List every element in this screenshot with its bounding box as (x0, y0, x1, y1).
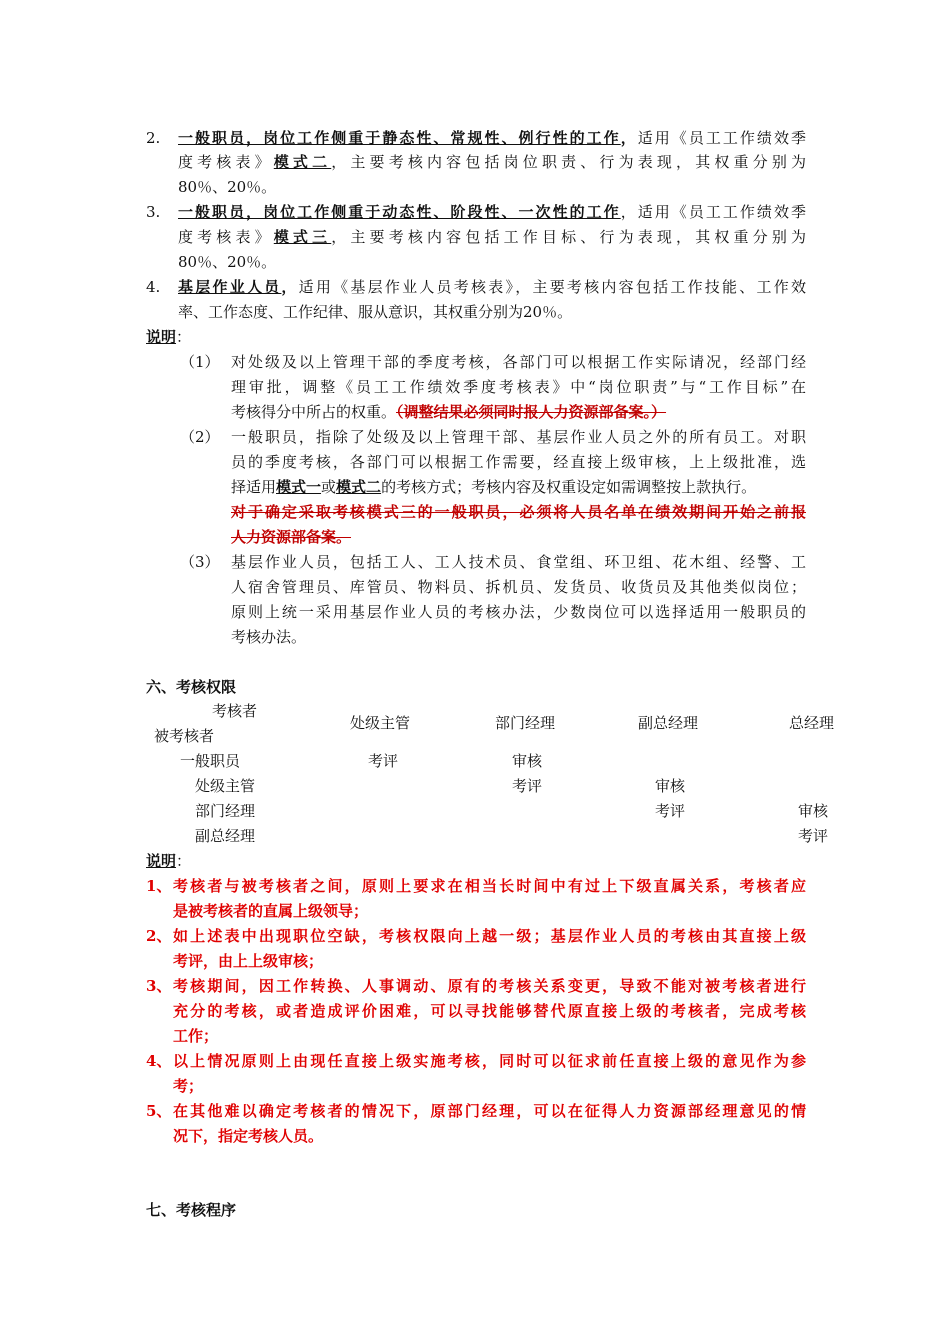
punct: ： (176, 852, 192, 870)
note-line (173, 974, 806, 998)
note-number: 5、 (146, 1102, 172, 1120)
deleted-text: （调整结果必须同时报人力资源部备案。） (396, 403, 667, 421)
mode-label: 模式二 (273, 153, 332, 171)
note-text: 一般职员，指除了处级及以上管理干部、基层作业人员之外的所有员工。对职 (231, 428, 806, 446)
note-line (231, 475, 756, 499)
table-cell: 审核 (798, 802, 829, 820)
note-text: 或 (321, 478, 337, 496)
list-item-line: 80％、20％。 (178, 178, 277, 196)
deleted-text: 人力资源部备案。 (231, 528, 352, 546)
note-line: 是被考核者的直属上级领导； (173, 902, 369, 920)
note-label-text: 说明 (146, 328, 177, 346)
table-row-label: 副总经理 (195, 827, 256, 845)
note-text: 如上述表中出现职位空缺，考核权限向上越一级；基层作业人员的考核由其直接上级 (173, 927, 806, 945)
note-text: 对处级及以上管理干部的季度考核，各部门可以根据工作实际请况，经部门经 (231, 353, 806, 371)
note-label-text: 说明 (146, 852, 177, 870)
note-line (173, 1049, 806, 1073)
note-text: 在其他难以确定考核者的情况下，原部门经理，可以在征得人力资源部经理意见的情 (173, 1102, 806, 1120)
note-number: 4、 (146, 1052, 172, 1070)
list-item-line (178, 225, 806, 249)
punct: ， (620, 203, 638, 221)
note-number: （3） (180, 553, 220, 571)
note-line (231, 350, 806, 374)
list-number: 2. (146, 129, 161, 147)
note-line (231, 400, 666, 424)
note-number: 3、 (146, 977, 172, 995)
note-line (173, 924, 806, 948)
note-line (231, 575, 806, 599)
table-corner-bottom: 被考核者 (154, 727, 215, 745)
item-text: ，主要考核内容包括工作目标、行为表现，其权重分别为 (331, 228, 806, 246)
note-line (231, 425, 806, 449)
item-title: 一般职员，岗位工作侧重于动态性、阶段性、一次性的工作 (178, 203, 621, 221)
note-text: 基层作业人员，包括工人、工人技术员、食堂组、环卫组、花木组、经警、工 (231, 553, 806, 571)
note-line (231, 375, 806, 399)
table-column-header: 总经理 (789, 714, 835, 732)
item-text: 度考核表》 (178, 153, 274, 171)
note-line (231, 450, 806, 474)
table-corner-top: 考核者 (212, 702, 258, 720)
table-row-label: 一般职员 (180, 752, 241, 770)
item-text: 适用《员工工作绩效季 (637, 129, 806, 147)
section-heading: 六、考核权限 (146, 678, 237, 696)
table-column-header: 部门经理 (495, 714, 556, 732)
note-text: 原则上统一采用基层作业人员的考核办法，少数岗位可以选择适用一般职员的 (231, 603, 806, 621)
table-row-label: 处级主管 (195, 777, 256, 795)
note-text: 考核得分中所占的权重。 (231, 403, 397, 421)
note-line (173, 1099, 806, 1123)
mode-label: 模式一 (276, 478, 322, 496)
note-number: 1、 (146, 877, 172, 895)
note-line: 考评，由上上级审核； (173, 952, 324, 970)
list-item-line (178, 275, 806, 299)
table-cell: 考评 (368, 752, 399, 770)
list-number: 4. (146, 278, 161, 296)
note-line (231, 525, 351, 549)
note-text: 考核者与被考核者之间，原则上要求在相当长时间中有过上下级直属关系，考核者应 (173, 877, 806, 895)
punct: ， (281, 278, 299, 296)
item-title: 一般职员，岗位工作侧重于静态性、常规性、例行性的工作 (178, 129, 621, 147)
list-item-line: 率、工作态度、工作纪律、服从意识，其权重分别为20％。 (178, 303, 573, 321)
note-text: 的考核方式；考核内容及权重设定如需调整按上款执行。 (381, 478, 757, 496)
note-text: 择适用 (231, 478, 277, 496)
list-item-line (178, 150, 806, 174)
table-cell: 审核 (655, 777, 686, 795)
item-title: 基层作业人员 (178, 278, 282, 296)
note-line (231, 500, 806, 524)
note-text: 人宿舍管理员、库管员、物料员、拆机员、发货员、收货员及其他类似岗位； (231, 578, 806, 596)
table-column-header: 副总经理 (638, 714, 699, 732)
table-cell: 审核 (512, 752, 543, 770)
punct: ， (620, 129, 638, 147)
note-number: 2、 (146, 927, 172, 945)
note-line (173, 999, 806, 1023)
punct: ： (176, 328, 192, 346)
item-text: 适用《员工工作绩效季 (637, 203, 806, 221)
deleted-text: 对于确定采取考核模式三的一般职员，必须将人员名单在绩效期间开始之前报 (231, 503, 806, 521)
item-text: 度考核表》 (178, 228, 274, 246)
note-number: （1） (180, 353, 220, 371)
table-cell: 考评 (655, 802, 686, 820)
note-line: 考核办法。 (231, 628, 307, 646)
note-text: 理审批，调整《员工工作绩效季度考核表》中“岗位职责”与“工作目标”在 (231, 378, 806, 396)
note-line (231, 550, 806, 574)
list-item-line (178, 200, 806, 224)
note-line: 况下，指定考核人员。 (173, 1127, 324, 1145)
item-text: ，主要考核内容包括岗位职责、行为表现，其权重分别为 (331, 153, 806, 171)
note-label (146, 325, 191, 349)
list-item-line: 80％、20％。 (178, 253, 277, 271)
list-number: 3. (146, 203, 161, 221)
note-number: （2） (180, 428, 220, 446)
table-column-header: 处级主管 (350, 714, 411, 732)
table-cell: 考评 (798, 827, 829, 845)
section-heading: 七、考核程序 (146, 1201, 237, 1219)
note-label (146, 849, 191, 873)
note-text: 员的季度考核，各部门可以根据工作需要，经直接上级审核，上上级批准，选 (231, 453, 806, 471)
note-text: 以上情况原则上由现任直接上级实施考核，同时可以征求前任直接上级的意见作为参 (173, 1052, 806, 1070)
note-text: 考核期间，因工作转换、人事调动、原有的考核关系变更，导致不能对被考核者进行 (173, 977, 806, 995)
table-cell: 考评 (512, 777, 543, 795)
note-line (231, 600, 806, 624)
note-line: 考； (173, 1077, 204, 1095)
mode-label: 模式三 (273, 228, 332, 246)
mode-label: 模式二 (336, 478, 382, 496)
note-line: 工作； (173, 1027, 219, 1045)
note-line (173, 874, 806, 898)
note-text: 充分的考核，或者造成评价困难，可以寻找能够替代原直接上级的考核者，完成考核 (173, 1002, 806, 1020)
list-item-line (178, 126, 806, 150)
table-row-label: 部门经理 (195, 802, 256, 820)
item-text: 适用《基层作业人员考核表》，主要考核内容包括工作技能、工作效 (298, 278, 806, 296)
